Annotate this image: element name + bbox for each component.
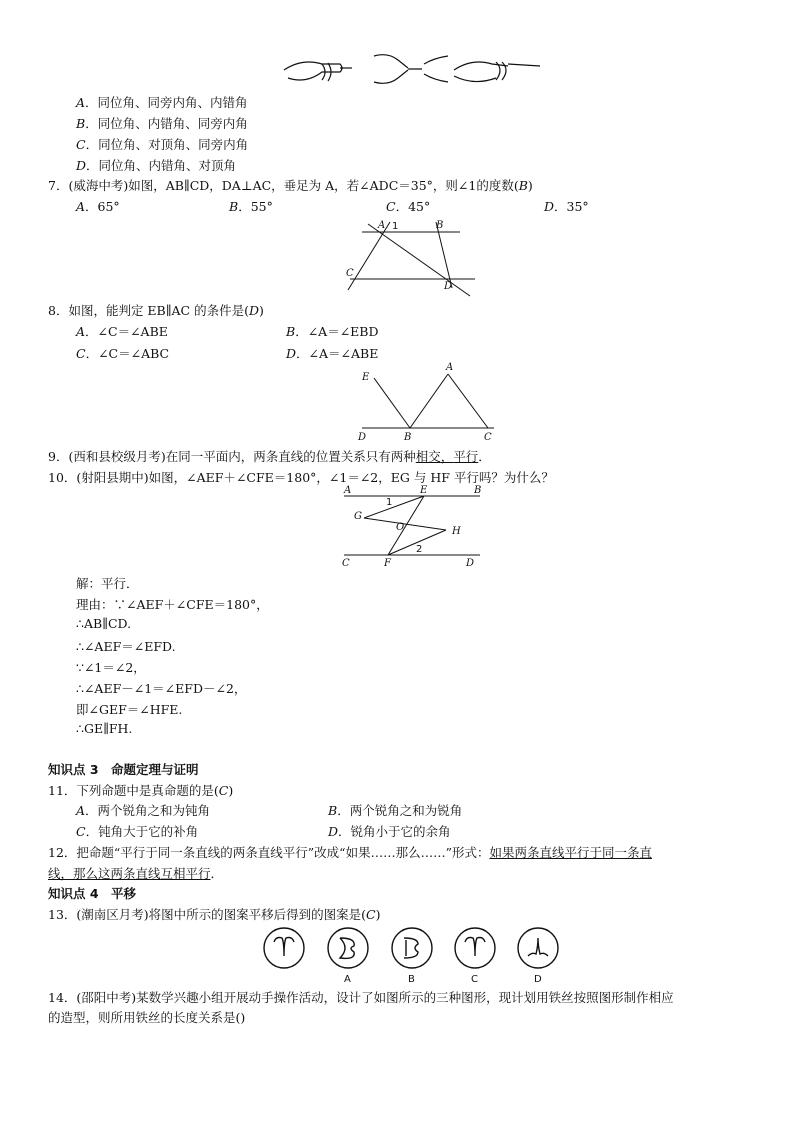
- q8-label-b: B: [404, 432, 412, 443]
- q13-label-d: D: [534, 974, 542, 985]
- q10-label-g: G: [354, 511, 362, 522]
- q11-option-c: C．钝角大于它的补角: [76, 824, 199, 839]
- q10-label-o: O: [396, 522, 405, 533]
- q8-option-d: D．∠A＝∠ABE: [286, 346, 379, 361]
- q12-stem: 12．把命题“平行于同一条直线的两条直线平行”改成“如果……那么……”形式：如果两条直线平行于同一条直: [48, 845, 652, 860]
- q11-option-a: A．两个锐角之和为钝角: [76, 803, 211, 818]
- q11-option-b: B．两个锐角之和为锐角: [328, 803, 463, 818]
- q7-stem: 7．(威海中考)如图，AB∥CD，DA⊥AC，垂足为 A，若∠ADC＝35°，则∠1的度数(B): [48, 178, 533, 193]
- section-4-heading: 知识点 4 平移: [48, 886, 137, 901]
- q8-option-c: C．∠C＝∠ABC: [76, 346, 170, 361]
- q14-line1: 14．(邵阳中考)某数学兴趣小组开展动手操作活动，设计了如图所示的三种图形，现计划用铁丝按照图形制作相应: [48, 990, 674, 1005]
- decorative-hands-banner: [282, 50, 542, 90]
- q7-label-b: B: [436, 220, 444, 231]
- q9-stem: 9．(西和县校级月考)在同一平面内，两条直线的位置关系只有两种相交，平行．: [48, 449, 491, 464]
- q7-label-1: 1: [392, 221, 399, 232]
- q6-option-d: D．同位角、内错角、对顶角: [76, 158, 237, 173]
- q10-label-b: B: [474, 485, 482, 496]
- q11-option-d: D．锐角小于它的余角: [328, 824, 451, 839]
- q13-figures: [262, 926, 562, 988]
- q8-label-a: A: [446, 362, 454, 373]
- q10-label-1: 1: [386, 497, 393, 508]
- q10-figure: [340, 484, 490, 569]
- q8-stem: 8．如图，能判定 EB∥AC 的条件是(D): [48, 303, 264, 318]
- q10-label-d: D: [466, 558, 475, 569]
- q13-label-a: A: [344, 974, 351, 985]
- q10-solution-1: 解：平行．: [76, 576, 139, 591]
- q7-option-c: C．45°: [386, 199, 431, 214]
- q12-answer-line2: 线，那么这两条直线互相平行．: [48, 866, 224, 881]
- q8-option-b: B．∠A＝∠EBD: [286, 324, 379, 339]
- q13-label-b: B: [408, 974, 415, 985]
- q10-label-2: 2: [416, 544, 423, 555]
- q10-label-a: A: [344, 485, 352, 496]
- q10-solution-6: ∴∠AEF－∠1＝∠EFD－∠2，: [76, 681, 247, 696]
- q7-option-a: A．65°: [76, 199, 120, 214]
- q6-option-a: A．同位角、同旁内角、内错角: [76, 95, 248, 110]
- q6-option-b: B．同位角、内错角、同旁内角: [76, 116, 248, 131]
- q8-label-c: C: [484, 432, 492, 443]
- q10-label-e: E: [420, 485, 428, 496]
- section-3-heading: 知识点 3 命题定理与证明: [48, 762, 199, 777]
- q11-stem: 11．下列命题中是真命题的是(C): [48, 783, 234, 798]
- q10-label-h: H: [452, 526, 461, 537]
- q10-solution-5: ∵∠1＝∠2，: [76, 660, 146, 675]
- q7-label-d: D: [444, 281, 453, 292]
- q7-option-b: B．55°: [229, 199, 273, 214]
- q10-solution-3: ∴AB∥CD.: [76, 616, 132, 631]
- q14-line2: 的造型，则所用铁丝的长度关系是(): [48, 1010, 246, 1025]
- q8-label-d: D: [358, 432, 367, 443]
- q10-solution-7: 即∠GEF＝∠HFE.: [76, 702, 183, 717]
- q13-stem: 13．(潮南区月考)将图中所示的图案平移后得到的图案是(C): [48, 907, 381, 922]
- q10-solution-2: 理由：∵∠AEF＋∠CFE＝180°，: [76, 597, 269, 612]
- q10-label-c: C: [342, 558, 350, 569]
- q7-option-d: D．35°: [544, 199, 589, 214]
- q10-solution-4: ∴∠AEF＝∠EFD.: [76, 639, 176, 654]
- q10-solution-8: ∴GE∥FH.: [76, 721, 133, 736]
- q8-label-e: E: [362, 372, 370, 383]
- q6-option-c: C．同位角、对顶角、同旁内角: [76, 137, 249, 152]
- q8-figure: [352, 360, 502, 442]
- q10-label-f: F: [384, 558, 391, 569]
- q7-figure: [340, 218, 480, 298]
- q10-stem: 10．(射阳县期中)如图，∠AEF＋∠CFE＝180°，∠1＝∠2，EG 与 HF 平行吗？为什么？: [48, 470, 554, 485]
- q7-label-a: A: [378, 220, 386, 231]
- q7-label-c: C: [346, 268, 354, 279]
- q13-label-c: C: [471, 974, 478, 985]
- q8-option-a: A．∠C＝∠ABE: [76, 324, 168, 339]
